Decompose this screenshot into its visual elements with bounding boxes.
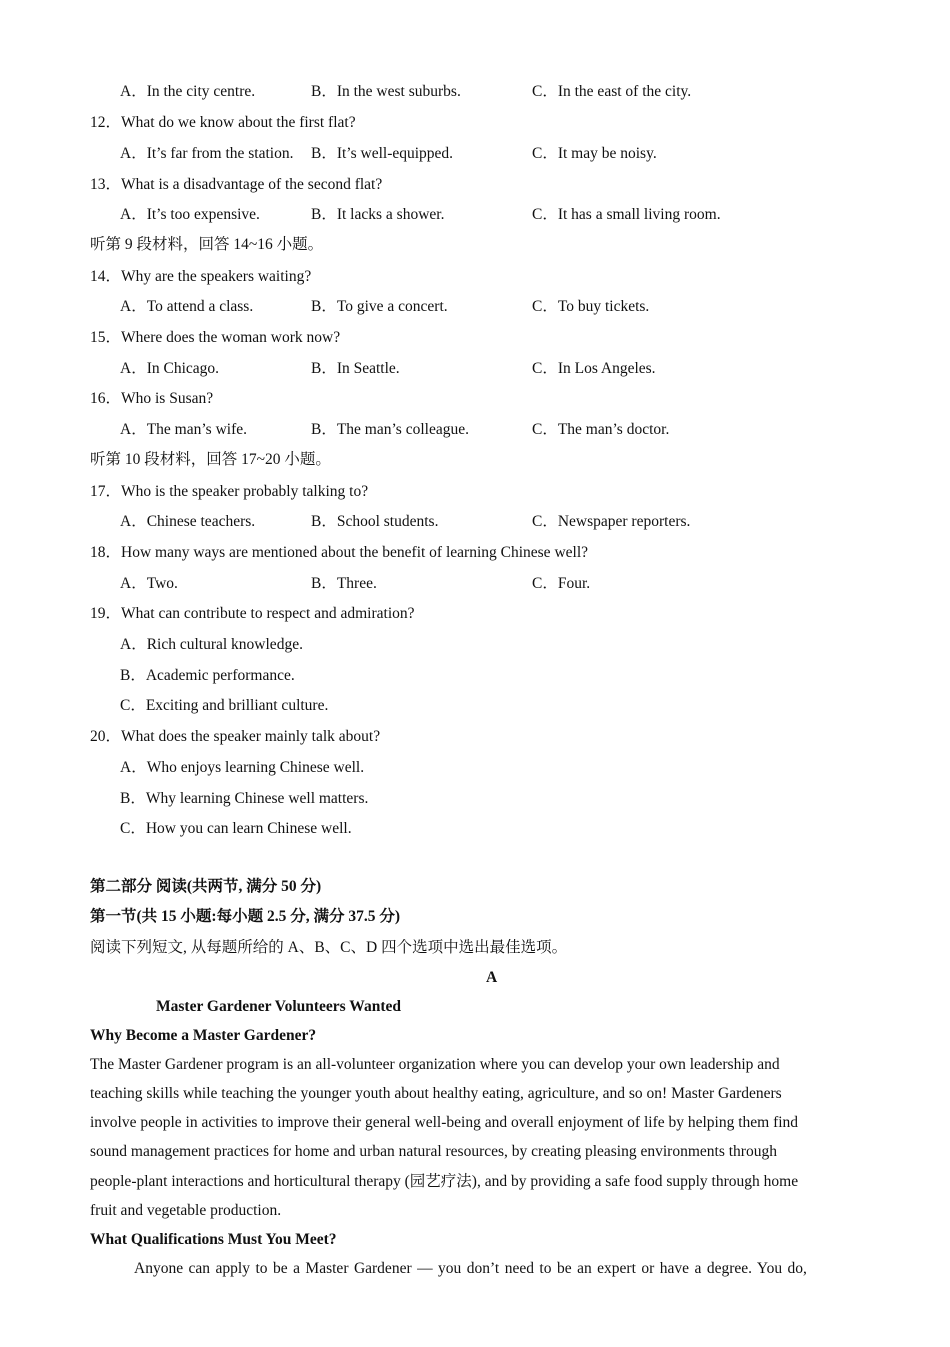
- q11-option-b: B．In the west suburbs.: [311, 83, 461, 100]
- q14-option-a: A．To attend a class.: [120, 298, 254, 315]
- q13-option-a: A．It’s too expensive.: [120, 206, 260, 223]
- q17-option-b: B．School students.: [311, 513, 439, 530]
- q18-option-a: A．Two.: [120, 575, 178, 592]
- q20-option-b: B．Why learning Chinese well matters.: [120, 790, 369, 807]
- q20-option-c: C．How you can learn Chinese well.: [120, 820, 352, 837]
- q11-option-a: A．In the city centre.: [120, 83, 256, 100]
- q14-option-b: B．To give a concert.: [311, 298, 448, 315]
- q17-option-a: A．Chinese teachers.: [120, 513, 256, 530]
- passage-title: Master Gardener Volunteers Wanted: [156, 998, 401, 1015]
- q13-option-c: C．It has a small living room.: [532, 206, 721, 223]
- q19-option-b: B．Academic performance.: [120, 667, 295, 684]
- q13-option-b: B．It lacks a shower.: [311, 206, 445, 223]
- para1-line-5: people-plant interactions and horticultural therapy (园艺疗法), and by providing a safe food supply through home: [90, 1173, 799, 1190]
- q12-stem: 12．What do we know about the first flat?: [90, 114, 356, 131]
- q18-stem: 18．How many ways are mentioned about the benefit of learning Chinese well?: [90, 544, 589, 561]
- q14-option-c: C．To buy tickets.: [532, 298, 650, 315]
- section10-instruction: 听第 10 段材料，回答 17~20 小题。: [90, 451, 331, 468]
- q12-option-a: A．It’s far from the station.: [120, 145, 294, 162]
- q11-option-c: C．In the east of the city.: [532, 83, 692, 100]
- q15-option-b: B．In Seattle.: [311, 360, 400, 377]
- q16-option-a: A．The man’s wife.: [120, 421, 247, 438]
- section9-instruction: 听第 9 段材料，回答 14~16 小题。: [90, 236, 324, 253]
- q19-option-a: A．Rich cultural knowledge.: [120, 636, 303, 653]
- q15-stem: 15．Where does the woman work now?: [90, 329, 341, 346]
- q13-stem: 13．What is a disadvantage of the second flat?: [90, 176, 383, 193]
- heading-why-become: Why Become a Master Gardener?: [90, 1027, 317, 1044]
- part2-section1-title: 第一节(共 15 小题:每小题 2.5 分, 满分 37.5 分): [90, 908, 400, 925]
- part2-title: 第二部分 阅读(共两节, 满分 50 分): [90, 878, 322, 895]
- para1-line-1: The Master Gardener program is an all-volunteer organization where you can develop your own leadership and: [90, 1056, 780, 1073]
- heading-qualifications: What Qualifications Must You Meet?: [90, 1231, 337, 1248]
- q18-option-c: C．Four.: [532, 575, 591, 592]
- q15-option-c: C．In Los Angeles.: [532, 360, 656, 377]
- q19-stem: 19．What can contribute to respect and admiration?: [90, 605, 415, 622]
- q20-stem: 20．What does the speaker mainly talk about?: [90, 728, 381, 745]
- q12-option-b: B．It’s well-equipped.: [311, 145, 454, 162]
- q12-option-c: C．It may be noisy.: [532, 145, 657, 162]
- q18-option-b: B．Three.: [311, 575, 377, 592]
- q14-stem: 14．Why are the speakers waiting?: [90, 268, 312, 285]
- passage-letter: A: [486, 969, 498, 986]
- q15-option-a: A．In Chicago.: [120, 360, 220, 377]
- para1-line-3: involve people in activities to improve their general well-being and overall enjoyment of life by helping them find: [90, 1114, 799, 1131]
- para1-line-2: teaching skills while teaching the younger youth about healthy eating, agriculture, and so on! Master Gardeners: [90, 1085, 782, 1102]
- part2-instruction: 阅读下列短文, 从每题所给的 A、B、C、D 四个选项中选出最佳选项。: [90, 939, 568, 956]
- para1-line-4: sound management practices for home and urban natural resources, by creating pleasing environments through: [90, 1143, 777, 1160]
- para1-line-6: fruit and vegetable production.: [90, 1202, 282, 1219]
- q16-stem: 16．Who is Susan?: [90, 390, 214, 407]
- q16-option-b: B．The man’s colleague.: [311, 421, 469, 438]
- q19-option-c: C．Exciting and brilliant culture.: [120, 697, 329, 714]
- para2-line-1: Anyone can apply to be a Master Gardener — you don’t need to be an expert or have a degree. You do,: [134, 1260, 807, 1277]
- q17-option-c: C．Newspaper reporters.: [532, 513, 691, 530]
- q16-option-c: C．The man’s doctor.: [532, 421, 670, 438]
- q17-stem: 17．Who is the speaker probably talking to?: [90, 483, 369, 500]
- q20-option-a: A．Who enjoys learning Chinese well.: [120, 759, 365, 776]
